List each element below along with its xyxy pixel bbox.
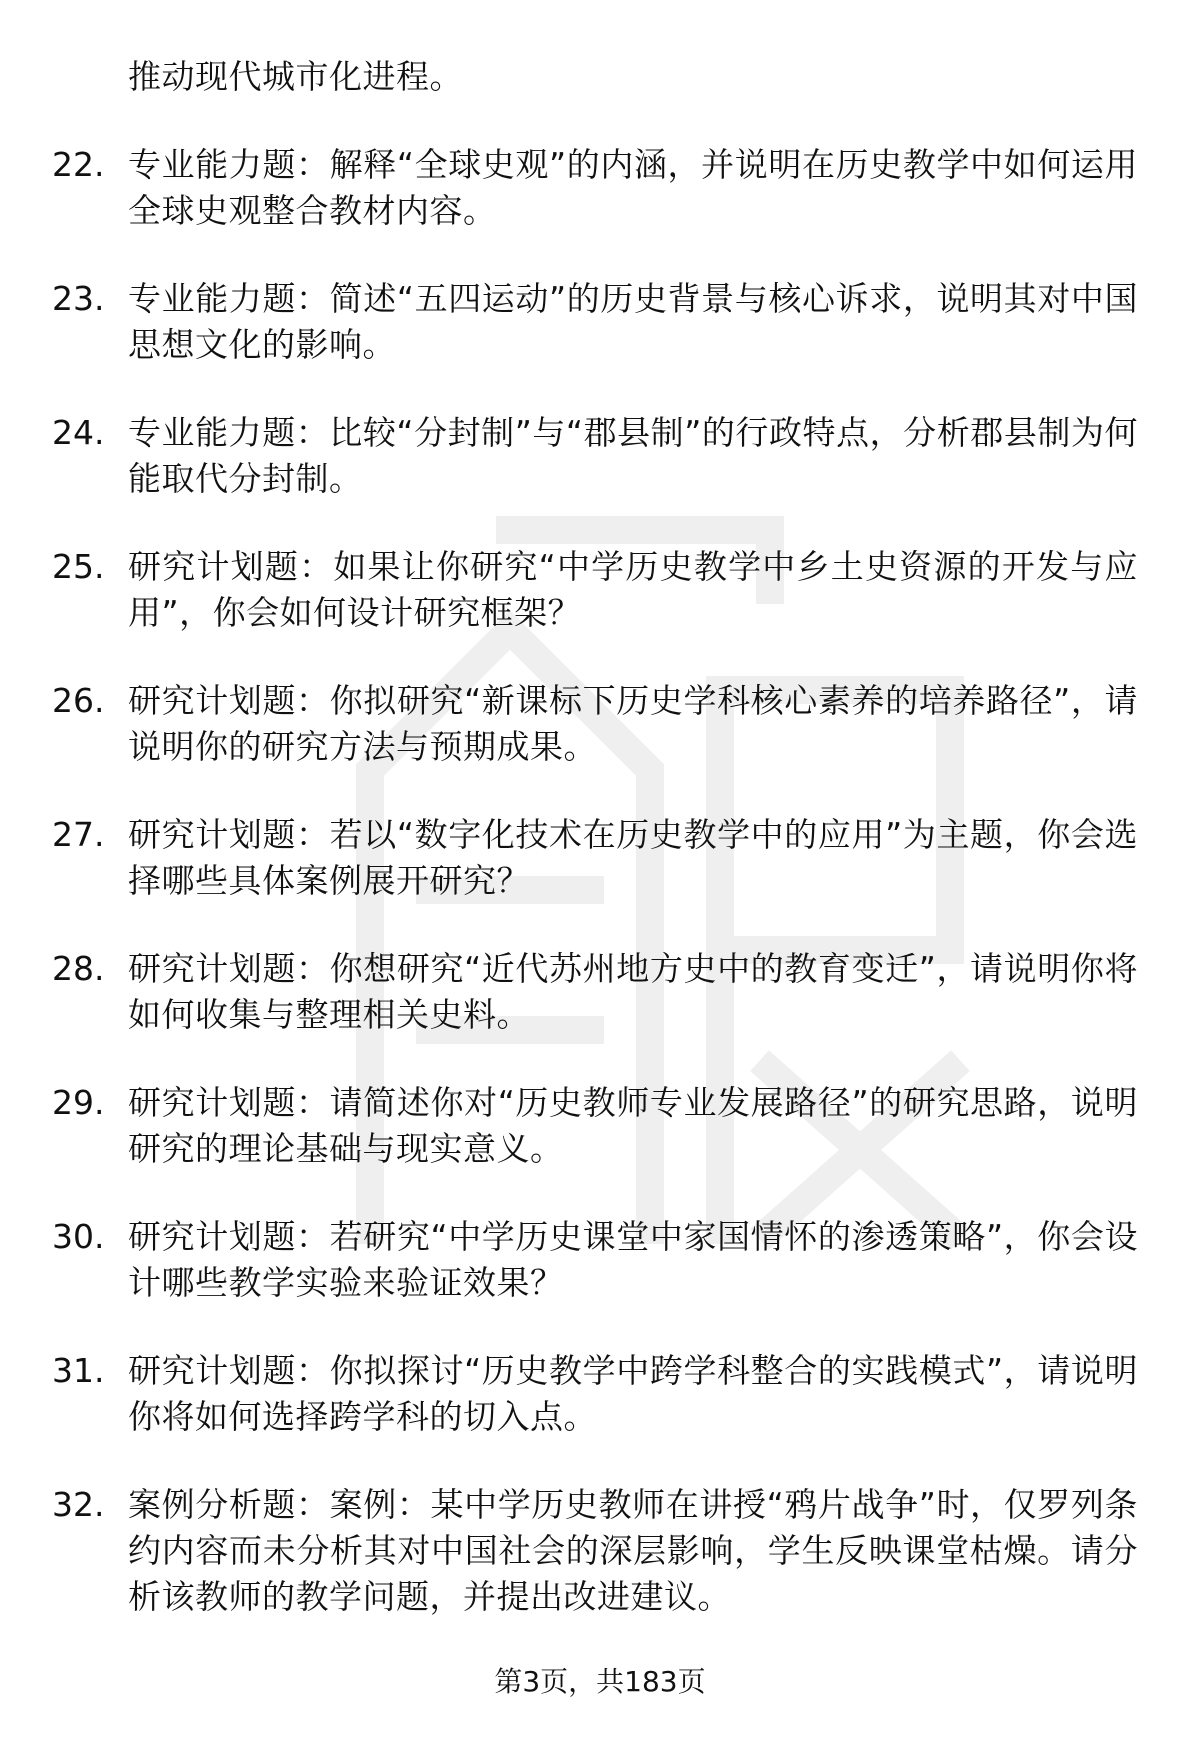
question-text: 专业能力题：简述“五四运动”的历史背景与核心诉求，说明其对中国思想文化的影响。: [128, 279, 1138, 364]
question-text: 案例分析题：案例：某中学历史教师在讲授“鸦片战争”时，仅罗列条约内容而未分析其对中国社会的深层影响，学生反映课堂枯燥。请分析该教师的教学问题，并提出改进建议。: [128, 1485, 1138, 1616]
question-item: [0, 1482, 1200, 1620]
question-number: 24.: [52, 413, 105, 452]
question-item: [0, 544, 1200, 636]
question-text: 研究计划题：你拟探讨“历史教学中跨学科整合的实践模式”，请说明你将如何选择跨学科的切入点。: [128, 1351, 1138, 1436]
question-item: [0, 142, 1200, 234]
question-number: 25.: [52, 547, 105, 586]
question-number: 23.: [52, 279, 105, 318]
document-body: [0, 54, 1200, 1662]
question-item: [0, 276, 1200, 368]
question-text: 研究计划题：若研究“中学历史课堂中家国情怀的渗透策略”，你会设计哪些教学实验来验证效果？: [128, 1217, 1138, 1302]
question-item: [0, 946, 1200, 1038]
question-text: 研究计划题：若以“数字化技术在历史教学中的应用”为主题，你会选择哪些具体案例展开研究？: [128, 815, 1138, 900]
question-text: 专业能力题：比较“分封制”与“郡县制”的行政特点，分析郡县制为何能取代分封制。: [128, 413, 1138, 498]
question-number: 22.: [52, 145, 105, 184]
question-number: 29.: [52, 1083, 105, 1122]
continuation-line: 推动现代城市化进程。: [128, 57, 463, 96]
question-text: 研究计划题：如果让你研究“中学历史教学中乡土史资源的开发与应用”，你会如何设计研究框架？: [128, 547, 1138, 632]
question-number: 26.: [52, 681, 105, 720]
question-item: [0, 1214, 1200, 1306]
question-number: 32.: [52, 1485, 105, 1524]
question-item: [0, 1348, 1200, 1440]
question-text: 专业能力题：解释“全球史观”的内涵，并说明在历史教学中如何运用全球史观整合教材内容。: [128, 145, 1138, 230]
question-number: 30.: [52, 1217, 105, 1256]
question-number: 31.: [52, 1351, 105, 1390]
question-item: [0, 678, 1200, 770]
page-number-footer: 第3页，共183页: [494, 1665, 706, 1698]
question-number: 27.: [52, 815, 105, 854]
question-text: 研究计划题：你想研究“近代苏州地方史中的教育变迁”，请说明你将如何收集与整理相关史料。: [128, 949, 1138, 1034]
question-item: [0, 410, 1200, 502]
question-number: 28.: [52, 949, 105, 988]
question-item: [0, 812, 1200, 904]
question-item: [0, 1080, 1200, 1172]
question-text: 研究计划题：请简述你对“历史教师专业发展路径”的研究思路，说明研究的理论基础与现实意义。: [128, 1083, 1138, 1168]
question-text: 研究计划题：你拟研究“新课标下历史学科核心素养的培养路径”，请说明你的研究方法与预期成果。: [128, 681, 1138, 766]
